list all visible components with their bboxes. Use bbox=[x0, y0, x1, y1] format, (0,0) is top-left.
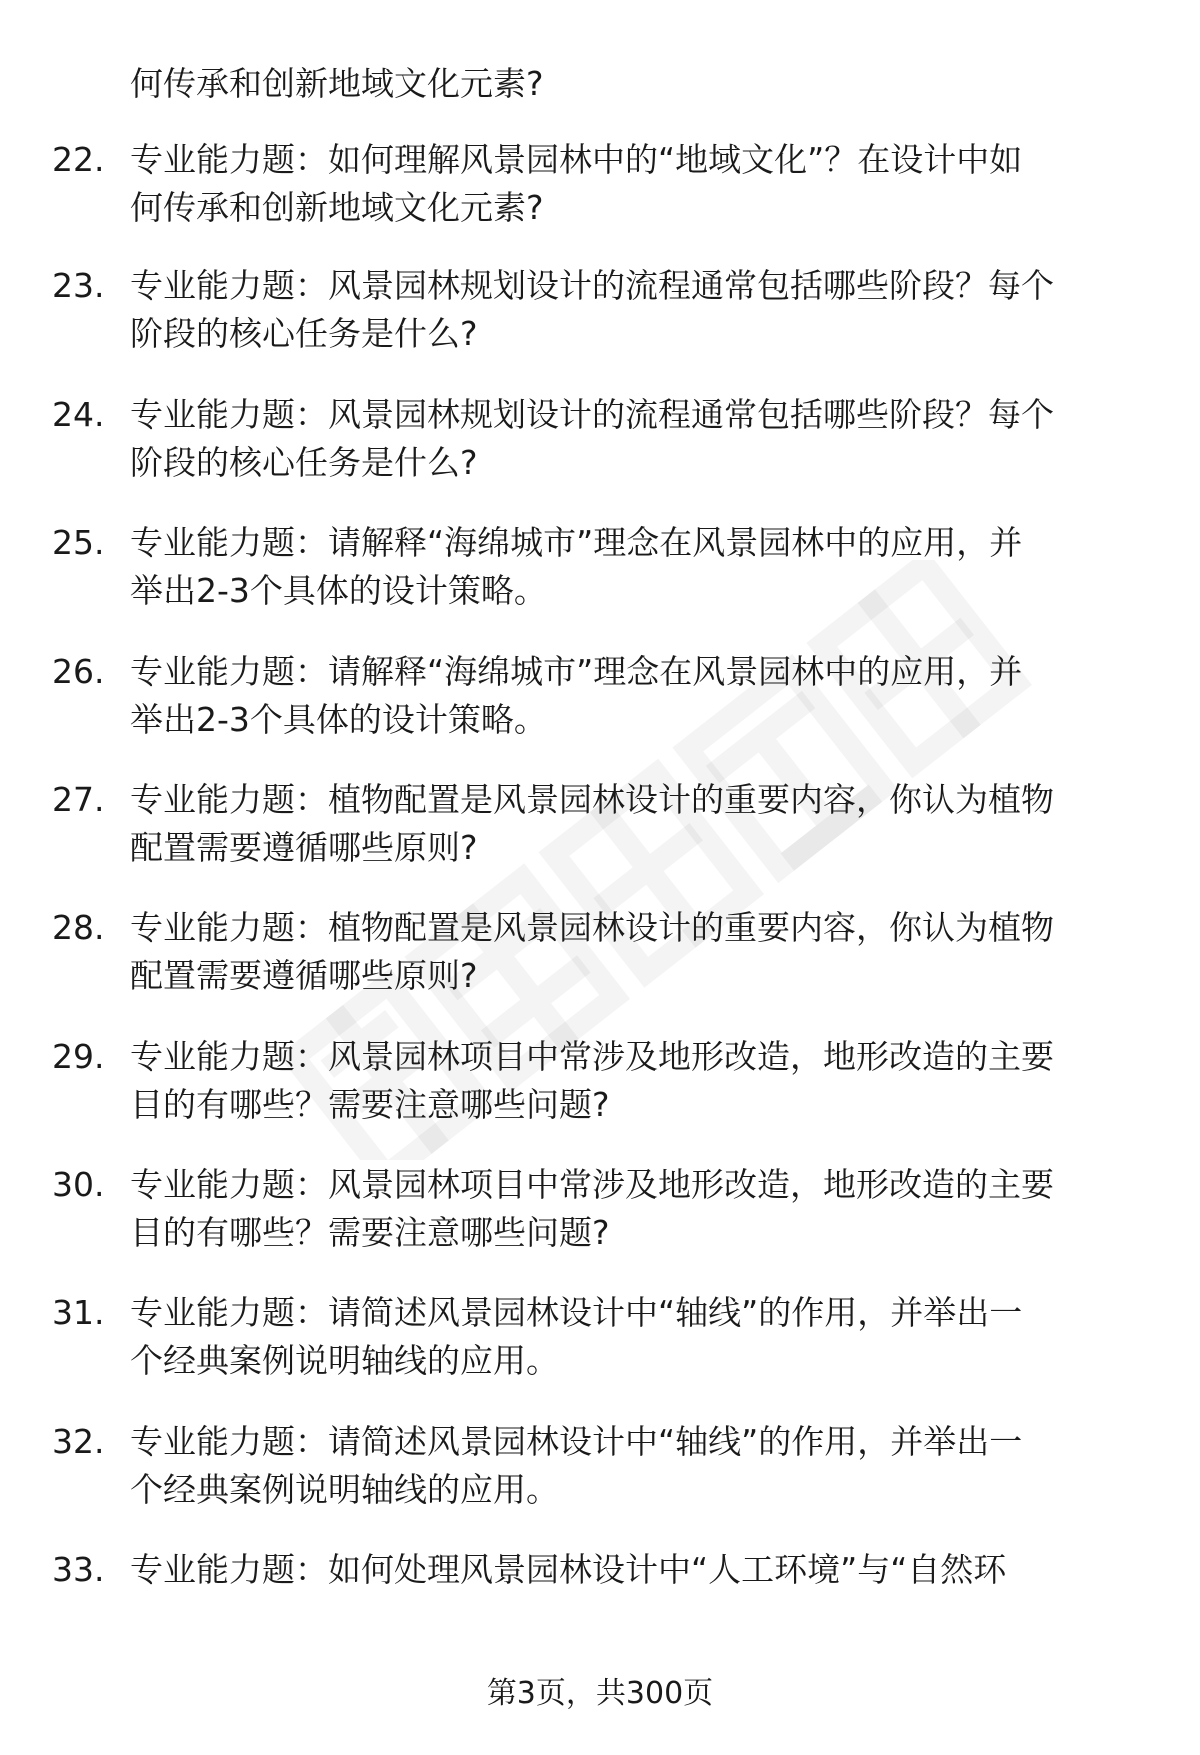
question-number: 30. bbox=[52, 1165, 105, 1204]
question-text-line: 专业能力题：风景园林规划设计的流程通常包括哪些阶段？每个 bbox=[130, 266, 1054, 305]
question-text-line: 专业能力题：请简述风景园林设计中“轴线”的作用，并举出一 bbox=[130, 1422, 1023, 1461]
question-text-line: 阶段的核心任务是什么? bbox=[130, 443, 478, 482]
question-item bbox=[0, 391, 1200, 491]
question-item bbox=[0, 1161, 1200, 1261]
question-item bbox=[0, 648, 1200, 748]
question-item bbox=[0, 1546, 1200, 1646]
question-number: 25. bbox=[52, 523, 105, 562]
question-number: 22. bbox=[52, 140, 105, 179]
question-text-line: 专业能力题：植物配置是风景园林设计的重要内容，你认为植物 bbox=[130, 908, 1054, 947]
question-text-line: 配置需要遵循哪些原则? bbox=[130, 828, 478, 867]
question-text-line: 配置需要遵循哪些原则? bbox=[130, 956, 478, 995]
question-number: 23. bbox=[52, 266, 105, 305]
question-text-line: 何传承和创新地域文化元素? bbox=[130, 188, 544, 227]
page-footer: 第3页，共300页 bbox=[486, 1676, 714, 1711]
question-number: 28. bbox=[52, 908, 105, 947]
question-text-line: 专业能力题：请简述风景园林设计中“轴线”的作用，并举出一 bbox=[130, 1293, 1023, 1332]
question-item bbox=[0, 776, 1200, 876]
question-number: 29. bbox=[52, 1037, 105, 1076]
question-text-line: 专业能力题：请解释“海绵城市”理念在风景园林中的应用，并 bbox=[130, 523, 1023, 562]
question-item bbox=[0, 262, 1200, 362]
question-text-line: 专业能力题：如何理解风景园林中的“地域文化”？在设计中如 bbox=[130, 140, 1023, 179]
question-text-line: 举出2-3个具体的设计策略。 bbox=[130, 700, 547, 739]
question-text-line: 个经典案例说明轴线的应用。 bbox=[130, 1341, 559, 1380]
question-item bbox=[0, 904, 1200, 1004]
question-text-line: 目的有哪些？需要注意哪些问题? bbox=[130, 1213, 610, 1252]
question-text-line: 专业能力题：如何处理风景园林设计中“人工环境”与“自然环 bbox=[130, 1550, 1007, 1589]
question-item bbox=[0, 1289, 1200, 1389]
question-number: 32. bbox=[52, 1422, 105, 1461]
question-item bbox=[0, 136, 1200, 236]
question-item bbox=[0, 1033, 1200, 1133]
question-text-line: 专业能力题：植物配置是风景园林设计的重要内容，你认为植物 bbox=[130, 780, 1054, 819]
question-text-line: 专业能力题：请解释“海绵城市”理念在风景园林中的应用，并 bbox=[130, 652, 1023, 691]
question-text-line: 举出2-3个具体的设计策略。 bbox=[130, 571, 547, 610]
question-number: 31. bbox=[52, 1293, 105, 1332]
question-number: 33. bbox=[52, 1550, 105, 1589]
question-item bbox=[0, 1418, 1200, 1518]
question-number: 27. bbox=[52, 780, 105, 819]
question-text-line: 专业能力题：风景园林项目中常涉及地形改造，地形改造的主要 bbox=[130, 1165, 1054, 1204]
question-item bbox=[0, 519, 1200, 619]
continuation-line: 何传承和创新地域文化元素? bbox=[130, 64, 544, 103]
question-text-line: 目的有哪些？需要注意哪些问题? bbox=[130, 1085, 610, 1124]
question-text-line: 个经典案例说明轴线的应用。 bbox=[130, 1470, 559, 1509]
question-text-line: 阶段的核心任务是什么? bbox=[130, 314, 478, 353]
question-number: 24. bbox=[52, 395, 105, 434]
question-number: 26. bbox=[52, 652, 105, 691]
question-text-line: 专业能力题：风景园林项目中常涉及地形改造，地形改造的主要 bbox=[130, 1037, 1054, 1076]
question-text-line: 专业能力题：风景园林规划设计的流程通常包括哪些阶段？每个 bbox=[130, 395, 1054, 434]
